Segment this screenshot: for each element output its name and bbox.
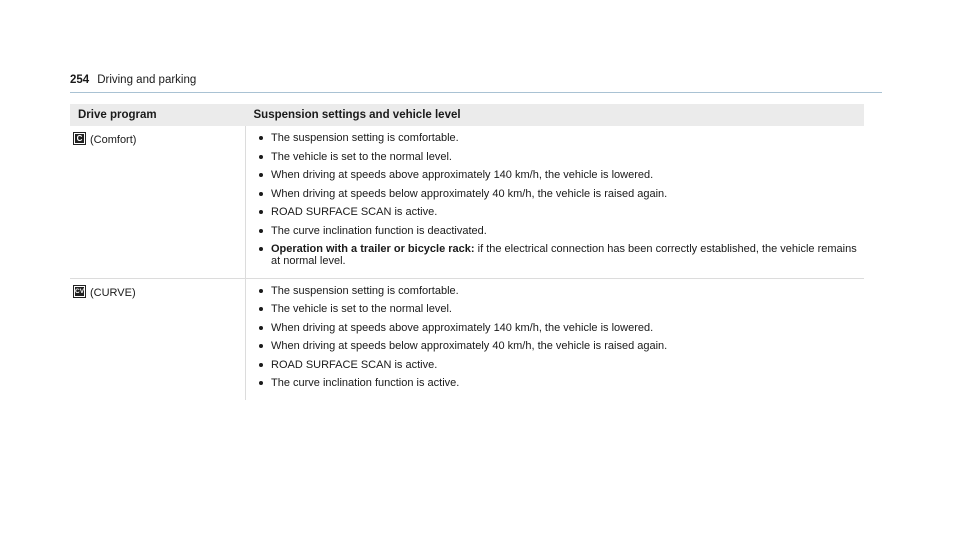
settings-cell-curve: [246, 278, 865, 400]
list-item: When driving at speeds above approximately 140 km/h, the vehicle is lowered.: [258, 169, 864, 181]
trailer-operation-label: Operation with a trailer or bicycle rack:: [271, 243, 475, 255]
page-header: [70, 72, 882, 93]
program-cell-curve: [70, 278, 246, 400]
list-item: The suspension setting is comfortable.: [258, 132, 864, 144]
settings-list-comfort: [258, 132, 864, 267]
page-number: 254: [70, 74, 90, 86]
table-row-curve: [70, 278, 864, 400]
program-name-curve: (CURVE): [90, 286, 136, 299]
settings-cell-comfort: [246, 126, 865, 278]
table-row-comfort: [70, 126, 864, 278]
program-name-comfort: (Comfort): [90, 134, 137, 146]
list-item: When driving at speeds above approximately 140 km/h, the vehicle is lowered.: [258, 322, 864, 334]
comfort-program-icon: C: [73, 132, 86, 145]
list-item: When driving at speeds below approximately 40 km/h, the vehicle is raised again.: [258, 340, 864, 352]
program-cell-comfort: [70, 126, 246, 278]
list-item: The vehicle is set to the normal level.: [258, 151, 864, 163]
list-item-trailer-operation: [258, 243, 864, 267]
list-item: The vehicle is set to the normal level.: [258, 303, 864, 315]
list-item: ROAD SURFACE SCAN is active.: [258, 206, 864, 218]
curve-program-icon: CV: [73, 285, 86, 298]
column-header-drive-program: Drive program: [70, 104, 246, 126]
table-header-row: [70, 104, 864, 126]
list-item: The curve inclination function is active.: [258, 377, 864, 389]
column-header-suspension-settings: Suspension settings and vehicle level: [246, 104, 865, 126]
settings-list-curve: [258, 285, 864, 390]
trailer-operation-text: if the electrical connection has been correctly established, the vehicle remains at normal level.: [271, 243, 857, 267]
list-item: ROAD SURFACE SCAN is active.: [258, 359, 864, 371]
section-title: Driving and parking: [97, 74, 197, 86]
list-item: When driving at speeds below approximately 40 km/h, the vehicle is raised again.: [258, 188, 864, 200]
list-item: The suspension setting is comfortable.: [258, 285, 864, 297]
list-item: The curve inclination function is deactivated.: [258, 225, 864, 237]
drive-program-table: [70, 104, 864, 400]
